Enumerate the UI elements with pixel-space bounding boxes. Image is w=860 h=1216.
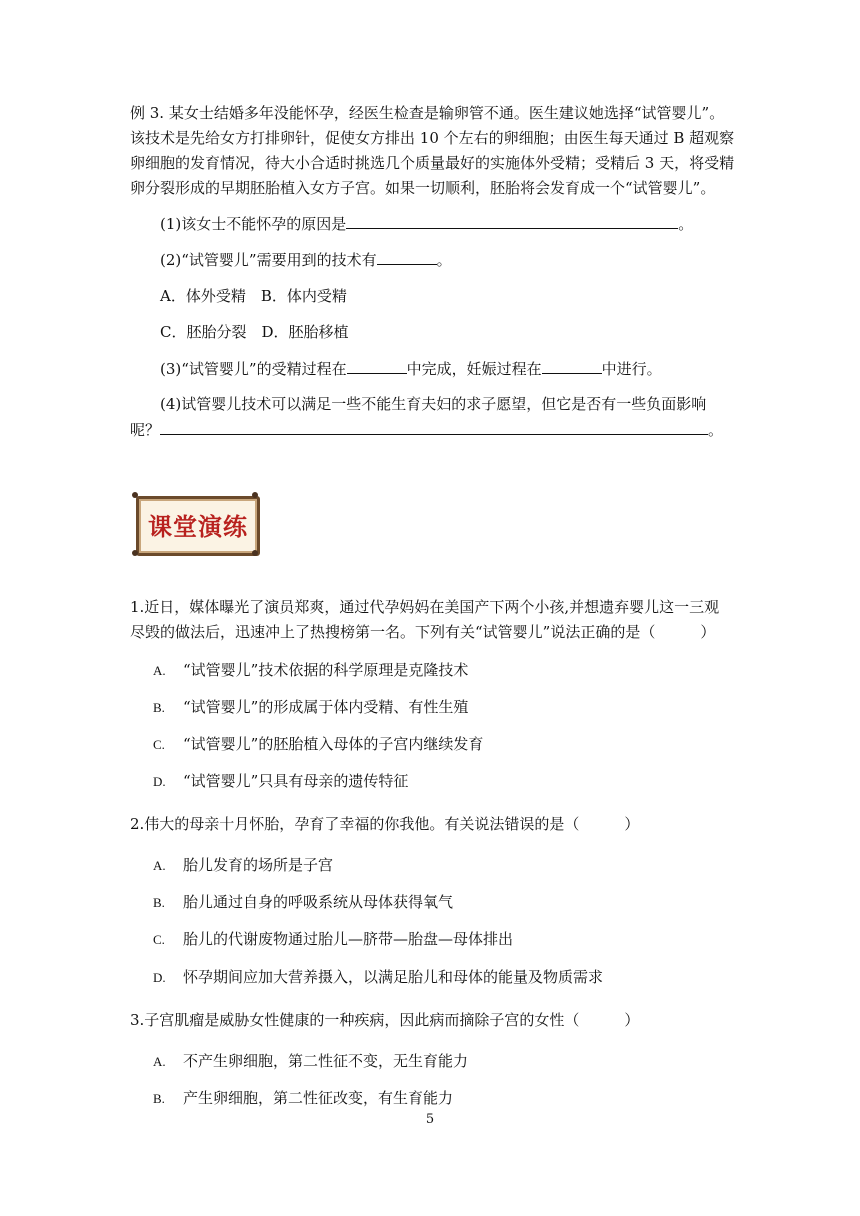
question-1-stem-line-1: 1.近日，媒体曝光了演员郑爽，通过代孕妈妈在美国产下两个小孩,并想遗弃婴儿这一三观 <box>130 598 720 616</box>
page-number: 5 <box>425 1112 435 1127</box>
option-text: “试管婴儿”只具有母亲的遗传特征 <box>183 772 409 790</box>
badge-board <box>136 496 260 556</box>
q2-options-row-2: C．胚胎分裂 D．胚胎移植 <box>160 323 349 341</box>
example-question-2 <box>160 248 452 271</box>
option-text: “试管婴儿”技术依据的科学原理是克隆技术 <box>183 661 469 679</box>
example-line-1: 例 3. 某女士结婚多年没能怀孕，经医生检查是输卵管不通。医生建议她选择“试管婴儿”。 <box>130 104 725 122</box>
question-1-option-a[interactable] <box>153 659 468 682</box>
nail-icon <box>132 492 138 498</box>
example-line-3: 卵细胞的发育情况，待大小合适时挑选几个质量最好的实施体外受精；受精后 3 天，将受精 <box>130 154 735 172</box>
option-text: 胎儿的代谢废物通过胎儿—脐带—胎盘—母体排出 <box>183 930 514 948</box>
q3-part-3: 中进行。 <box>601 360 662 378</box>
example-question-1 <box>160 212 693 235</box>
option-text: 产生卵细胞，第二性征改变，有生育能力 <box>183 1089 454 1107</box>
q4-prefix: 呢？ <box>130 421 161 439</box>
example-question-4-line-1: (4)试管婴儿技术可以满足一些不能生育夫妇的求子愿望，但它是否有一些负面影响 <box>160 395 707 413</box>
option-letter: A. <box>153 663 166 678</box>
q2-answer-blank[interactable] <box>377 248 437 265</box>
section-badge <box>130 488 260 560</box>
option-text: 不产生卵细胞，第二性征不变，无生育能力 <box>183 1052 469 1070</box>
option-letter: A. <box>153 858 166 873</box>
badge-title: 课堂演练 <box>148 513 248 541</box>
q2-suffix: 。 <box>436 251 452 269</box>
example-question-3 <box>160 357 662 380</box>
q3-part-1: (3)“试管婴儿”的受精过程在 <box>160 360 347 378</box>
q3-blank-2[interactable] <box>542 357 602 374</box>
question-3-stem: 3.子宫肌瘤是威胁女性健康的一种疾病，因此病而摘除子宫的女性（ ） <box>130 1011 640 1029</box>
option-text: “试管婴儿”的胚胎植入母体的子宫内继续发育 <box>183 735 484 753</box>
q2-options-row-1: A．体外受精 B．体内受精 <box>160 287 347 305</box>
q3-blank-1[interactable] <box>347 357 407 374</box>
question-2-stem: 2.伟大的母亲十月怀胎，孕育了幸福的你我他。有关说法错误的是（ ） <box>130 815 640 833</box>
option-letter: A. <box>153 1054 166 1069</box>
option-letter: C. <box>153 737 165 752</box>
q1-suffix: 。 <box>678 215 694 233</box>
question-2-option-b[interactable] <box>153 891 453 914</box>
nail-icon <box>132 550 138 556</box>
question-2-option-c[interactable] <box>153 928 513 951</box>
question-2-option-a[interactable] <box>153 854 333 877</box>
question-3-option-a[interactable] <box>153 1050 468 1073</box>
question-1-option-d[interactable] <box>153 770 408 793</box>
q1-answer-blank[interactable] <box>346 212 678 229</box>
question-1-option-b[interactable] <box>153 696 468 719</box>
option-letter: B. <box>153 1091 165 1106</box>
option-letter: D. <box>153 774 166 789</box>
option-letter: C. <box>153 932 165 947</box>
q2-prefix: (2)“试管婴儿”需要用到的技术有 <box>160 251 377 269</box>
option-letter: B. <box>153 700 165 715</box>
option-text: 胎儿发育的场所是子宫 <box>183 856 334 874</box>
question-1-stem-line-2: 尽毁的做法后，迅速冲上了热搜榜第一名。下列有关“试管婴儿”说法正确的是（ ） <box>130 623 716 641</box>
example-question-4-line-2 <box>130 418 723 441</box>
option-text: “试管婴儿”的形成属于体内受精、有性生殖 <box>183 698 469 716</box>
q3-part-2: 中完成，妊娠过程在 <box>406 360 542 378</box>
question-3-option-b[interactable] <box>153 1087 453 1110</box>
q4-answer-blank[interactable] <box>160 418 708 435</box>
q4-suffix: 。 <box>708 421 724 439</box>
question-1-option-c[interactable] <box>153 733 483 756</box>
nail-icon <box>252 492 258 498</box>
example-line-4: 卵分裂形成的早期胚胎植入女方子宫。如果一切顺利，胚胎将会发育成一个“试管婴儿”。 <box>130 179 716 197</box>
option-letter: B. <box>153 895 165 910</box>
q1-prefix: (1)该女士不能怀孕的原因是 <box>160 215 347 233</box>
question-2-option-d[interactable] <box>153 966 603 989</box>
option-letter: D. <box>153 970 166 985</box>
option-text: 怀孕期间应加大营养摄入，以满足胎儿和母体的能量及物质需求 <box>183 968 604 986</box>
nail-icon <box>252 550 258 556</box>
option-text: 胎儿通过自身的呼吸系统从母体获得氧气 <box>183 893 454 911</box>
example-line-2: 该技术是先给女方打排卵针，促使女方排出 10 个左右的卵细胞；由医生每天通过 B 超观察 <box>130 129 735 147</box>
